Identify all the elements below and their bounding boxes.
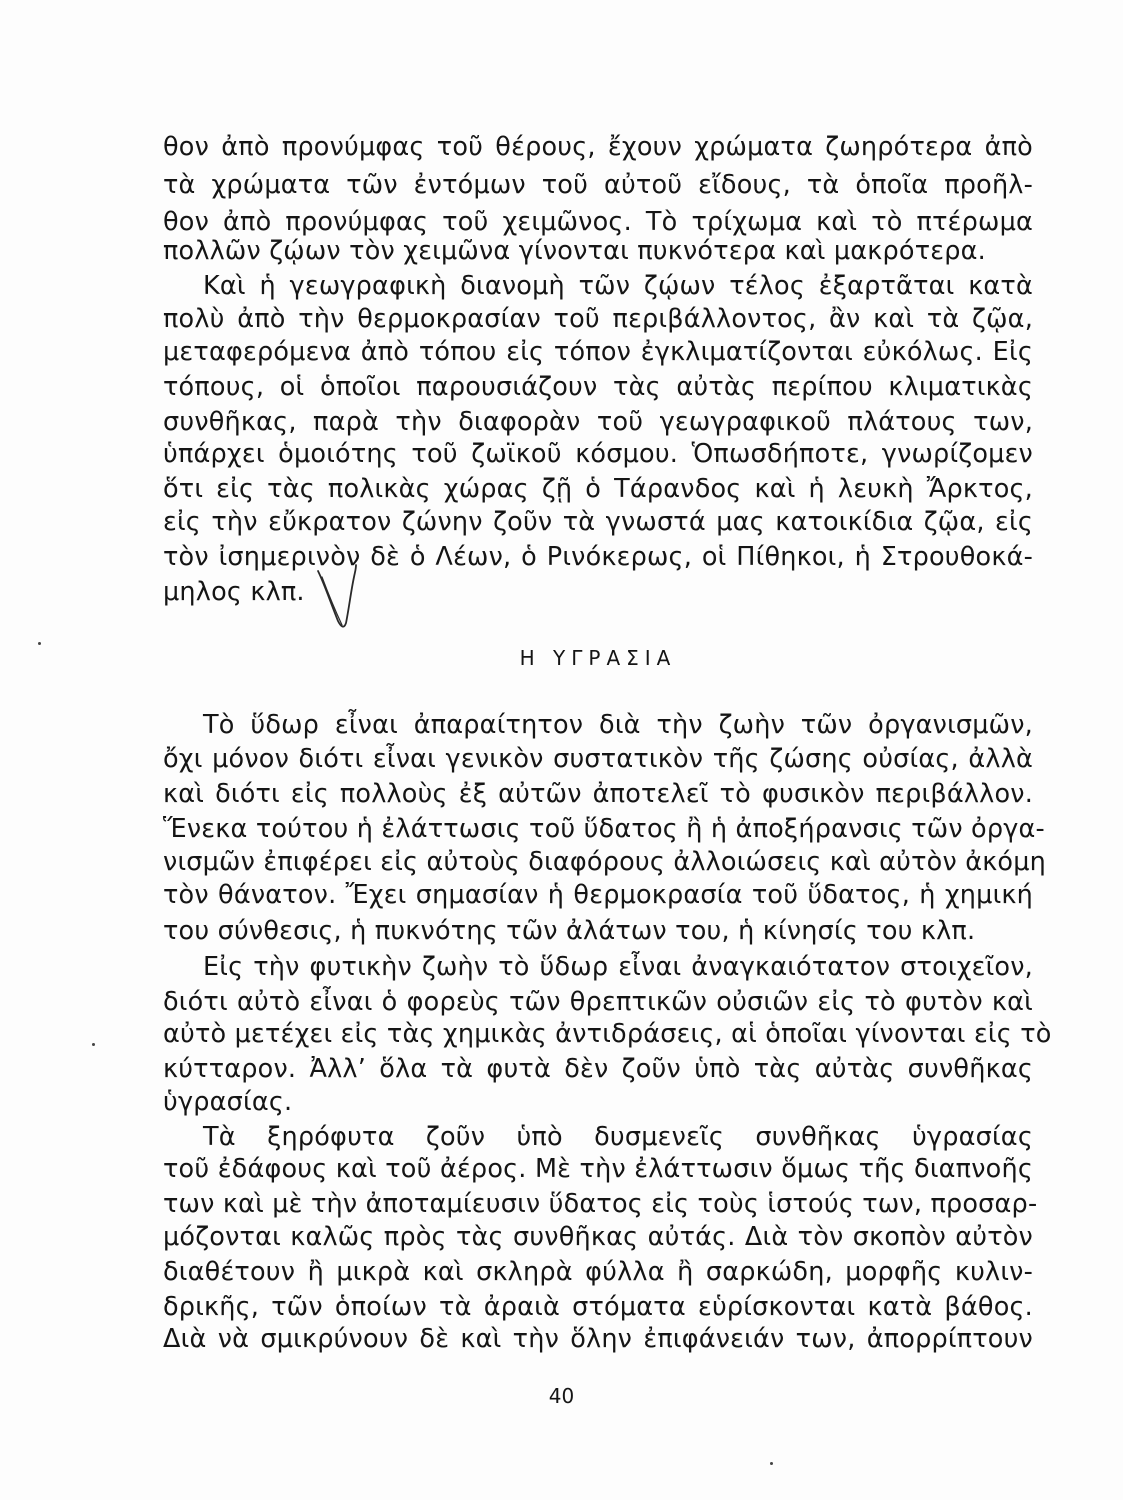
text-line: ὅτι εἰς τὰς πολικὰς χώρας ζῇ ὁ Τάρανδος καὶ ἡ λευκὴ Ἄρκτος,: [163, 474, 1033, 504]
text-line: τοῦ ἐδάφους καὶ τοῦ ἀέρος. Μὲ τὴν ἐλάττωσιν ὅμως τῆς διαπνοῆς: [163, 1154, 1033, 1184]
text-line: ὑπάρχει ὁμοιότης τοῦ ζωϊκοῦ κόσμου. Ὁπωσδήποτε, γνωρίζομεν: [163, 439, 1033, 469]
paragraph-first-line: Εἰς τὴν φυτικὴν ζωὴν τὸ ὕδωρ εἶναι ἀναγκαιότατον στοιχεῖον,: [203, 952, 1033, 982]
text-line: μεταφερόμενα ἀπὸ τόπου εἰς τόπον ἐγκλιματίζονται εὐκόλως. Εἰς: [163, 337, 1033, 367]
text-line: μόζονται καλῶς πρὸς τὰς συνθῆκας αὐτάς. Διὰ τὸν σκοπὸν αὐτὸν: [163, 1222, 1033, 1252]
text-line: πολὺ ἀπὸ τὴν θερμοκρασίαν τοῦ περιβάλλοντος, ἂν καὶ τὰ ζῷα,: [163, 304, 1033, 334]
text-line: Ἕνεκα τούτου ἡ ἐλάττωσις τοῦ ὕδατος ἢ ἡ ἀποξήρανσις τῶν ὀργα-: [163, 814, 1045, 844]
text-line: τὸν ἰσημερινὸν δὲ ὁ Λέων, ὁ Ρινόκερως, οἱ Πίθηκοι, ἡ Στρουθοκά-: [163, 542, 1033, 572]
text-line: εἰς τὴν εὔκρατον ζώνην ζοῦν τὰ γνωστά μας κατοικίδια ζῷα, εἰς: [163, 507, 1033, 537]
text-line: δρικῆς, τῶν ὁποίων τὰ ἀραιὰ στόματα εὑρίσκονται κατὰ βάθος.: [163, 1292, 1033, 1322]
scan-speck: [770, 1462, 773, 1465]
section-heading: Η ΥΓΡΑΣΙΑ: [519, 646, 677, 670]
text-line: καὶ διότι εἰς πολλοὺς ἐξ αὐτῶν ἀποτελεῖ τὸ φυσικὸν περιβάλλον.: [163, 779, 1033, 809]
text-line: ὄχι μόνον διότι εἶναι γενικὸν συστατικὸν τῆς ζώσης οὐσίας, ἀλλὰ: [163, 744, 1033, 774]
text-line: τὸν θάνατον. Ἔχει σημασίαν ἡ θερμοκρασία τοῦ ὕδατος, ἡ χημική: [163, 880, 1033, 910]
text-line: νισμῶν ἐπιφέρει εἰς αὐτοὺς διαφόρους ἀλλοιώσεις καὶ αὐτὸν ἀκόμη: [163, 847, 1047, 877]
text-line: τὰ χρώματα τῶν ἐντόμων τοῦ αὐτοῦ εἴδους, τὰ ὁποῖα προῆλ-: [163, 170, 1033, 200]
text-line: τόπους, οἱ ὁποῖοι παρουσιάζουν τὰς αὐτὰς περίπου κλιματικὰς: [163, 372, 1033, 402]
page-number: 40: [548, 1384, 575, 1408]
scan-speck: [38, 642, 41, 645]
text-line: των καὶ μὲ τὴν ἀποταμίευσιν ὕδατος εἰς τοὺς ἱστούς των, προσαρ-: [163, 1189, 1038, 1219]
text-line: διαθέτουν ἢ μικρὰ καὶ σκληρὰ φύλλα ἢ σαρκώδη, μορφῆς κυλιν-: [163, 1257, 1033, 1287]
text-line: πολλῶν ζῴων τὸν χειμῶνα γίνονται πυκνότερα καὶ μακρότερα.: [163, 236, 986, 266]
text-line: του σύνθεσις, ἡ πυκνότης τῶν ἀλάτων του, ἡ κίνησίς του κλπ.: [163, 916, 976, 946]
scan-speck: [92, 1043, 95, 1046]
text-line: διότι αὐτὸ εἶναι ὁ φορεὺς τῶν θρεπτικῶν οὐσιῶν εἰς τὸ φυτὸν καὶ: [163, 987, 1033, 1017]
text-line: κύτταρον. Ἀλλ’ ὅλα τὰ φυτὰ δὲν ζοῦν ὑπὸ τὰς αὐτὰς συνθῆκας: [163, 1054, 1033, 1084]
text-line: αὐτὸ μετέχει εἰς τὰς χημικὰς ἀντιδράσεις, αἱ ὁποῖαι γίνονται εἰς τὸ: [163, 1019, 1052, 1049]
text-line: ὑγρασίας.: [163, 1087, 293, 1117]
paragraph-first-line: Τὸ ὕδωρ εἶναι ἀπαραίτητον διὰ τὴν ζωὴν τῶν ὀργανισμῶν,: [203, 710, 1033, 740]
paragraph-first-line: Τὰ ξηρόφυτα ζοῦν ὑπὸ δυσμενεῖς συνθῆκας ὑγρασίας: [203, 1122, 1033, 1152]
paragraph-first-line: Καὶ ἡ γεωγραφικὴ διανομὴ τῶν ζῴων τέλος ἐξαρτᾶται κατὰ: [203, 271, 1033, 301]
text-line: συνθῆκας, παρὰ τὴν διαφορὰν τοῦ γεωγραφικοῦ πλάτους των,: [163, 407, 1033, 437]
handwritten-check-mark: [316, 563, 366, 633]
text-line: μηλος κλπ.: [163, 577, 305, 607]
text-line: θον ἀπὸ προνύμφας τοῦ θέρους, ἔχουν χρώματα ζωηρότερα ἀπὸ: [163, 132, 1033, 162]
text-line: θον ἀπὸ προνύμφας τοῦ χειμῶνος. Τὸ τρίχωμα καὶ τὸ πτέρωμα: [163, 207, 1033, 237]
text-line: Διὰ νὰ σμικρύνουν δὲ καὶ τὴν ὅλην ἐπιφάνειάν των, ἀπορρίπτουν: [163, 1324, 1033, 1354]
